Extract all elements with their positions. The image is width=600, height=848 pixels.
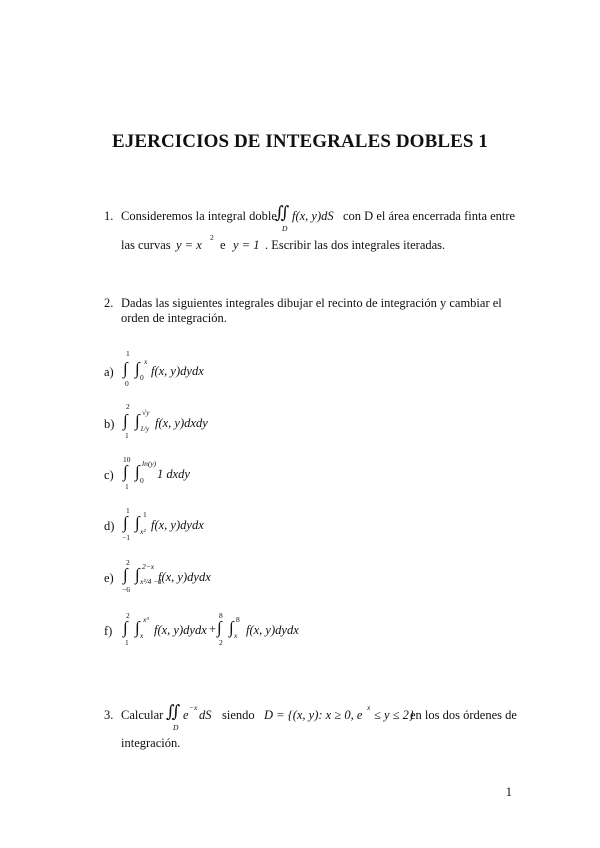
item-label: c) (104, 468, 114, 482)
inner-2-upper-limit: 8 (236, 615, 240, 624)
item-label: e) (104, 571, 114, 585)
inner-integral-sign: ∫ (135, 359, 140, 378)
outer-upper-limit: 2 (126, 402, 130, 411)
outer-lower-limit: 1 (125, 482, 129, 491)
exercise-3-tail: en los dos órdenes de (410, 708, 517, 722)
integrand: 1 dxdy (157, 467, 190, 481)
outer-lower-limit: −6 (122, 585, 130, 594)
exercise-2-number: 2. (104, 296, 114, 310)
inner-lower-limit: 0 (140, 373, 144, 382)
item-label: a) (104, 365, 114, 379)
exercise-3-set-tail: ≤ y ≤ 2} (374, 708, 414, 722)
outer-2-lower-limit: 2 (219, 638, 223, 647)
item-label: f) (104, 624, 113, 638)
outer-integral-sign: ∫ (123, 411, 128, 430)
outer-integral-sign: ∫ (123, 359, 128, 378)
inner-integral-sign: ∫ (135, 618, 140, 637)
outer-lower-limit: 1 (125, 638, 129, 647)
exercise-1-text-d: . Escribir las dos integrales iteradas. (265, 238, 446, 252)
outer-lower-limit: 1 (125, 431, 129, 440)
exercise-1-text-b: con D el área encerrada finta entre (343, 209, 516, 223)
inner-integral-sign: ∫ (135, 462, 140, 481)
outer-upper-limit: 10 (123, 455, 131, 464)
outer-upper-limit: 2 (126, 611, 130, 620)
inner-upper-limit: ln(y) (142, 459, 157, 468)
page-title: EJERCICIOS DE INTEGRALES DOBLES 1 (111, 131, 489, 152)
inner-lower-limit: x (140, 631, 144, 640)
inner-integral-sign: ∫ (135, 565, 140, 584)
outer-integral-sign: ∫ (123, 618, 128, 637)
outer-upper-limit: 1 (126, 506, 130, 515)
exercise-3-number: 3. (104, 708, 114, 722)
outer-2-upper-limit: 8 (219, 611, 223, 620)
curve-1: y = x (176, 238, 202, 252)
outer-upper-limit: 1 (126, 349, 130, 358)
inner-lower-limit: x² (140, 527, 146, 536)
inner-lower-limit: 1/y (140, 424, 150, 433)
inner-lower-limit: 0 (140, 476, 144, 485)
inner-integral-sign: ∫ (135, 513, 140, 532)
inner-lower-limit: x²/4 −1 (140, 577, 163, 586)
exercise-1-integrand: f(x, y)dS (292, 209, 334, 223)
inner-2-integral-sign: ∫ (229, 618, 234, 637)
exercise-3-calc: Calcular (121, 708, 164, 722)
plus-sign: + (209, 622, 217, 636)
outer-integral-sign: ∫ (123, 565, 128, 584)
exercise-2-line-2: orden de integración. (121, 311, 227, 325)
exercise-1-text-c: las curvas (121, 238, 171, 252)
curve-2: y = 1 (233, 238, 260, 252)
exercise-3-region-sub: D (173, 723, 179, 732)
outer-lower-limit: −1 (122, 533, 130, 542)
exercise-3-siendo: siendo (222, 708, 255, 722)
inner-upper-limit: x³ (143, 615, 149, 624)
integrand: f(x, y)dxdy (155, 416, 208, 430)
outer-lower-limit: 0 (125, 379, 129, 388)
page-number: 1 (505, 785, 512, 799)
inner-upper-limit: 1 (143, 510, 147, 519)
exercise-3-integrand-tail: dS (199, 708, 212, 722)
integrand: f(x, y)dydx (154, 623, 207, 637)
inner-upper-limit: x (144, 357, 148, 366)
exercise-3-set-def: D = {(x, y): x ≥ 0, e (264, 708, 363, 722)
exercise-3-integrand-exp: −x (189, 703, 198, 712)
integrand: f(x, y)dydx (158, 570, 211, 584)
double-integral-sign: ∬ (275, 203, 290, 222)
integrand-2: f(x, y)dydx (246, 623, 299, 637)
item-label: b) (104, 417, 115, 431)
exercise-1-region: D (282, 224, 288, 233)
item-label: d) (104, 519, 115, 533)
exercise-1-number: 1. (104, 209, 114, 223)
inner-upper-limit: 2−x (142, 562, 155, 571)
exercise-2-line-1: Dadas las siguientes integrales dibujar el recinto de integración y cambiar el (121, 296, 502, 310)
exercise-3-line-2: integración. (121, 736, 181, 750)
outer-integral-sign: ∫ (123, 513, 128, 532)
exercise-3-integrand-base: e (183, 708, 189, 722)
exercise-3-set-exp: x (367, 703, 371, 712)
outer-2-integral-sign: ∫ (217, 618, 222, 637)
curve-1-exponent: 2 (210, 233, 214, 242)
integrand: f(x, y)dydx (151, 518, 204, 532)
double-integral-sign: ∬ (166, 702, 181, 721)
exercise-1-text-a: Consideremos la integral doble (121, 209, 277, 223)
inner-2-lower-limit: x (234, 631, 238, 640)
outer-integral-sign: ∫ (123, 462, 128, 481)
inner-upper-limit: √y (142, 408, 150, 417)
outer-upper-limit: 2 (126, 558, 130, 567)
integrand: f(x, y)dydx (151, 364, 204, 378)
exercise-1-conj: e (220, 238, 226, 252)
inner-integral-sign: ∫ (135, 411, 140, 430)
